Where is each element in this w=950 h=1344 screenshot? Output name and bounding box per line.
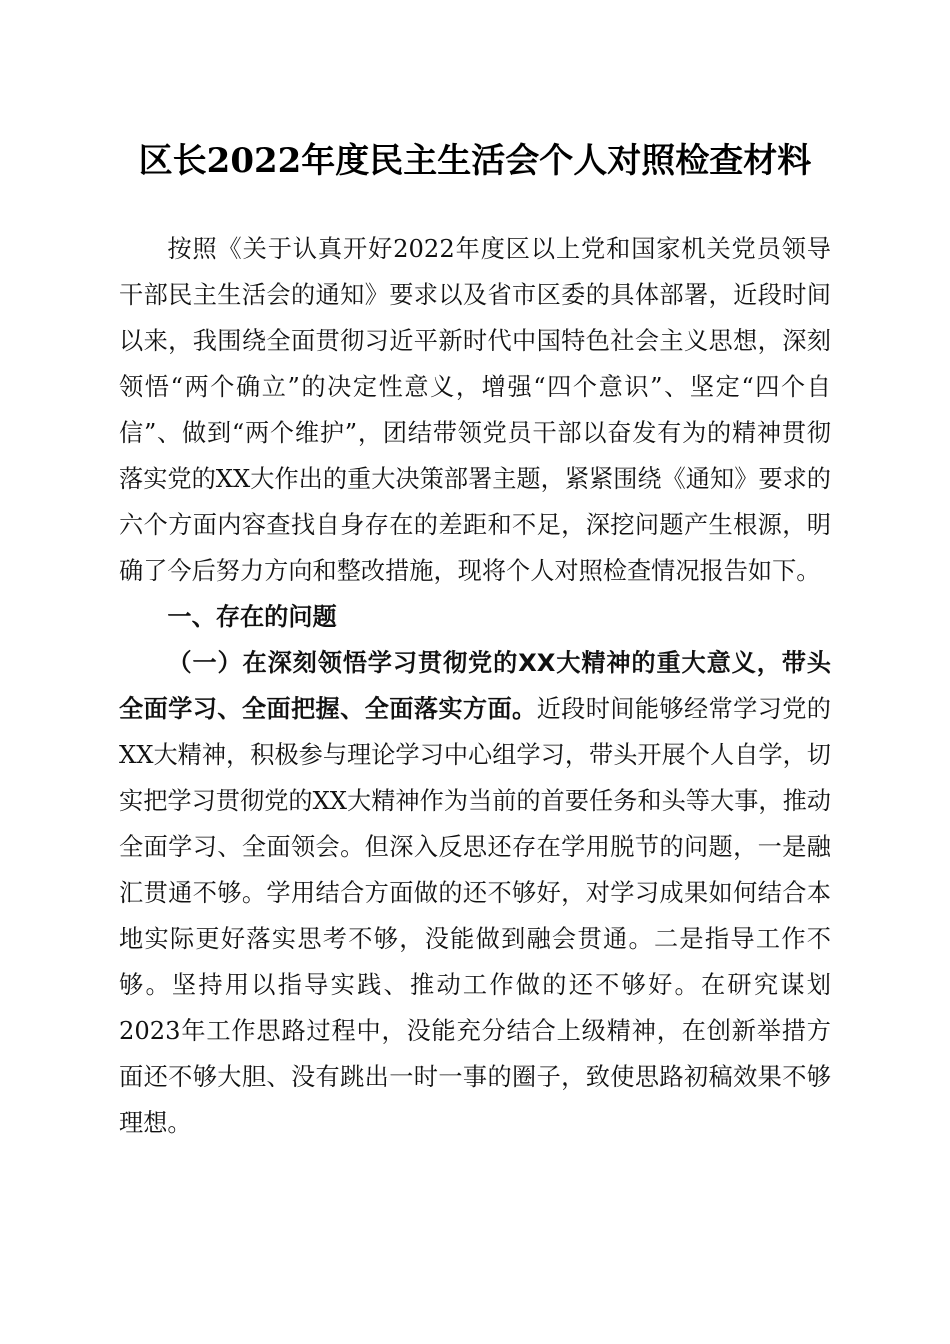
section-heading: 一、存在的问题 xyxy=(167,603,337,631)
intro-paragraph: 按照《关于认真开好2022年度区以上党和国家机关党员领导干部民主生活会的通知》要求以及省市区委的具体部署，近段时间以来，我围绕全面贯彻习近平新时代中国特色社会主义思想，深刻领悟“两个确立”的决定性意义，增强“四个意识”、坚定“四个自信”、做到“两个维护”，团结带领党员干部以奋发有为的精神贯彻落实党的XX大作出的重大决策部署主题，紧紧围绕《通知》要求的六个方面内容查找自身存在的差距和不足，深挖问题产生根源，明确了今后努力方向和整改措施，现将个人对照检查情况报告如下。 xyxy=(119,235,831,585)
document-body xyxy=(119,226,831,1146)
subsection-body: 近段时间能够经常学习党的XX大精神，积极参与理论学习中心组学习，带头开展个人自学，切实把学习贯彻党的XX大精神作为当前的首要任务和头等大事，推动全面学习、全面领会。但深入反思还存在学用脱节的问题，一是融汇贯通不够。学用结合方面做的还不够好，对学习成果如何结合本地实际更好落实思考不够，没能做到融会贯通。二是指导工作不够。坚持用以指导实践、推动工作做的还不够好。在研究谋划2023年工作思路过程中，没能充分结合上级精神，在创新举措方面还不够大胆、没有跳出一时一事的圈子，致使思路初稿效果不够理想。 xyxy=(119,695,831,1137)
subsection-heading: （一）在深刻领悟学习贯彻党的XX大精神的重大意义，带头全面学习、全面把握、全面落实方面。 xyxy=(119,649,831,723)
subsection-paragraph xyxy=(119,640,831,1146)
document-title: 区长2022年度民主生活会个人对照检查材料 xyxy=(138,141,812,181)
